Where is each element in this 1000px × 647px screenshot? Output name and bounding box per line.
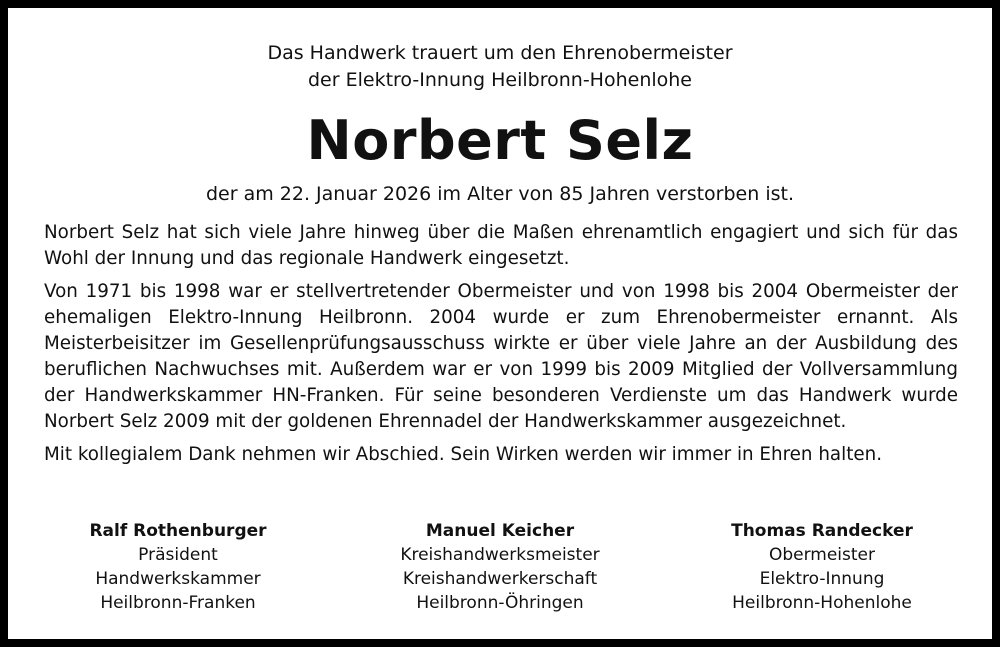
signer-organization: Kreishandwerkerschaft (402, 569, 598, 589)
deceased-name: Norbert Selz (306, 109, 694, 172)
signer-title: Präsident (138, 545, 218, 565)
signer-name: Manuel Keicher (425, 521, 575, 541)
paragraph-farewell: Mit kollegialem Dank nehmen wir Abschied. Sein Wirken werden wir immer in Ehren halten. (44, 444, 883, 465)
signer-title: Obermeister (768, 545, 876, 565)
paragraph-engagement: Norbert Selz hat sich viele Jahre hinweg über die Maßen ehrenamtlich engagiert und sich für das Wohl der Innung und das regionale Handwerk eingesetzt. (44, 222, 958, 269)
intro-line-1: Das Handwerk trauert um den Ehrenobermeister (267, 42, 733, 64)
signer-rothenburger (28, 519, 328, 615)
signer-name: Ralf Rothenburger (89, 521, 267, 541)
signer-name: Thomas Randecker (731, 521, 913, 541)
signatories (28, 519, 972, 615)
paragraph-career: Von 1971 bis 1998 war er stellvertretender Obermeister und von 1998 bis 2004 Obermeister der ehemaligen Elektro-Innung Heilbronn. 2004 wurde er zum Ehrenobermeister ernannt. Als Meisterbeisitzer im Gesellenprüfungsausschuss wirkte er über viele Jahre an der Ausbildung des beruflichen Nachwuchses mit. Außerdem war er von 1999 bis 2009 Mitglied der Vollversammlung der Handwerkskammer HN-Franken. Für seine besonderen Verdienste um das Handwerk wurde Norbert Selz 2009 mit der goldenen Ehrennadel der Handwerkskammer ausgezeichnet. (44, 281, 958, 432)
signer-region: Heilbronn-Franken (100, 593, 256, 613)
signer-organization: Elektro-Innung (759, 569, 885, 589)
signer-title: Kreishandwerksmeister (400, 545, 600, 565)
intro-text (8, 40, 992, 94)
signer-keicher (350, 519, 650, 615)
signer-region: Heilbronn-Hohenlohe (732, 593, 912, 613)
death-date-line: der am 22. Januar 2026 im Alter von 85 Jahren verstorben ist. (205, 183, 794, 205)
signer-region: Heilbronn-Öhringen (416, 593, 584, 613)
signer-randecker (672, 519, 972, 615)
obituary-body (44, 220, 958, 475)
signer-organization: Handwerkskammer (95, 569, 261, 589)
intro-line-2: der Elektro-Innung Heilbronn-Hohenlohe (308, 69, 692, 91)
